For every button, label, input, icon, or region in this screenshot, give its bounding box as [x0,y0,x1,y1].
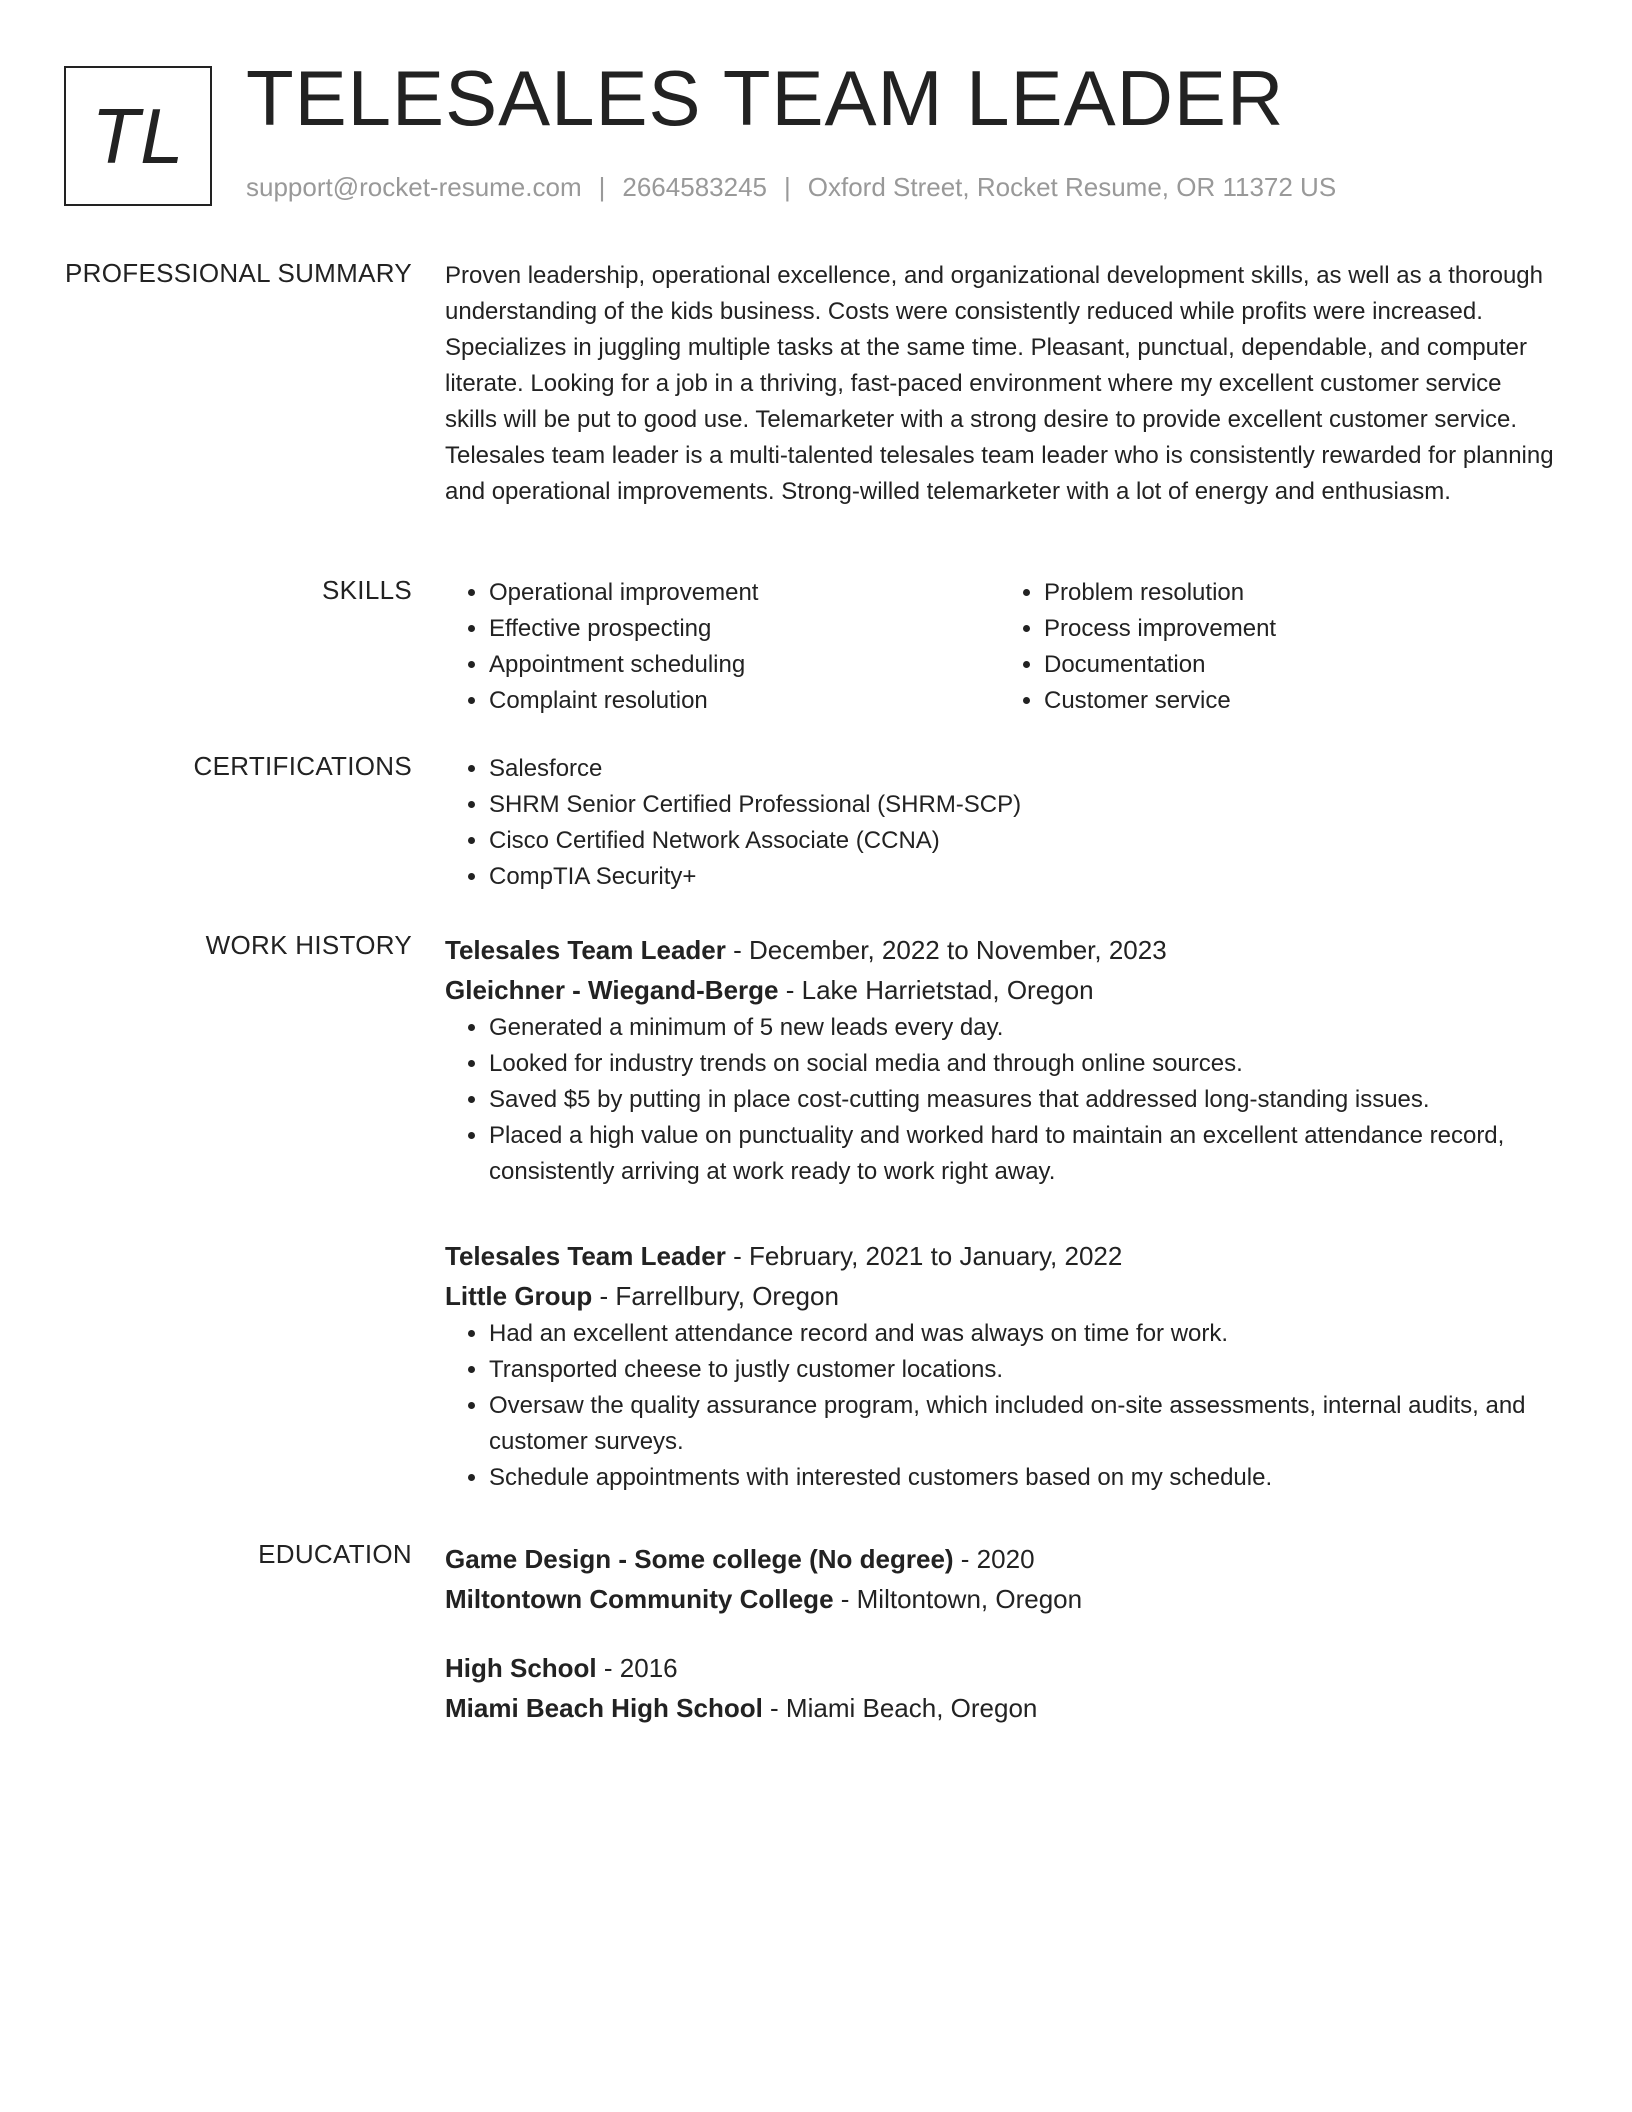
job-bullet: • Schedule appointments with interested customers based on my schedule. [489,1460,1555,1496]
job-bullets [445,1010,1555,1190]
certification-item: • Cisco Certified Network Associate (CCNA) [489,823,1555,859]
job-title-line [445,930,1555,970]
job-bullet: • Transported cheese to justly customer locations. [489,1352,1555,1388]
skills-list-left [445,575,1000,719]
education-degree-line [445,1539,1555,1579]
skill-item: • Appointment scheduling [489,647,1000,683]
job-title: Telesales Team Leader [445,935,726,965]
job-bullet: • Placed a high value on punctuality and worked hard to maintain an excellent attendance record, consistently arriving at work ready to work right away. [489,1118,1555,1190]
education-entry [445,1648,1555,1728]
job-bullet: • Looked for industry trends on social media and through online sources. [489,1046,1555,1082]
section-label-summary: PROFESSIONAL SUMMARY [65,258,412,288]
section-label-skills: SKILLS [322,575,412,605]
skills-columns [445,575,1555,719]
education-school-line [445,1579,1555,1619]
education-degree: High School [445,1653,597,1683]
job-company: Gleichner - Wiegand-Berge [445,975,779,1005]
education-school-line [445,1688,1555,1728]
monogram-text: TL [91,91,185,180]
job-title-line [445,1236,1555,1276]
contact-address: Oxford Street, Rocket Resume, OR 11372 US [807,172,1337,202]
education-location: - Miltontown, Oregon [833,1584,1083,1614]
job-bullets [445,1316,1555,1496]
education-degree-line [445,1648,1555,1688]
resume-title: TELESALES TEAM LEADER [246,54,1285,142]
job-bullet: • Oversaw the quality assurance program, which included on-site assessments, internal audits, and customer surveys. [489,1388,1555,1460]
job-company-line [445,970,1555,1010]
section-label-certifications: CERTIFICATIONS [193,751,412,781]
job-location: - Lake Harrietstad, Oregon [778,975,1094,1005]
monogram-badge [64,66,212,206]
skill-item: • Effective prospecting [489,611,1000,647]
education-degree: Game Design - Some college (No degree) [445,1544,954,1574]
certification-item: • Salesforce [489,751,1555,787]
contact-phone[interactable]: 2664583245 [622,172,767,202]
job-bullet: • Had an excellent attendance record and was always on time for work. [489,1316,1555,1352]
job-bullet: • Generated a minimum of 5 new leads every day. [489,1010,1555,1046]
section-label-work-history: WORK HISTORY [205,930,412,960]
summary-text: Proven leadership, operational excellence, and organizational development skills, as well as a thorough understanding of the kids business. Costs were consistently reduced while profits were increased. Specializes in juggling multiple tasks at the same time. Pleasant, punctual, dependable, and computer literate. Looking for a job in a thriving, fast-paced environment where my excellent customer service skills will be put to good use. Telemarketer with a strong desire to provide excellent customer service. Telesales team leader is a multi-talented telesales team leader who is consistently rewarded for planning and operational improvements. Strong-willed telemarketer with a lot of energy and enthusiasm. [445,262,1554,505]
contact-email[interactable]: support@rocket-resume.com [246,172,582,202]
education-school: Miltontown Community College [445,1584,834,1614]
skill-item: • Process improvement [1044,611,1555,647]
contact-line [246,172,1336,203]
skill-item: • Customer service [1044,683,1555,719]
section-label-education: EDUCATION [258,1539,412,1569]
job-company-line [445,1276,1555,1316]
education-year: - 2020 [953,1544,1035,1574]
certifications-list [445,751,1555,895]
certification-item: • CompTIA Security+ [489,859,1555,895]
job-company: Little Group [445,1281,593,1311]
contact-separator: | [598,172,606,202]
job-entry [445,930,1555,1190]
job-bullet: • Saved $5 by putting in place cost-cutting measures that addressed long-standing issues. [489,1082,1555,1118]
education-year: - 2016 [596,1653,678,1683]
job-title: Telesales Team Leader [445,1241,726,1271]
skill-item: • Problem resolution [1044,575,1555,611]
job-entry [445,1236,1555,1496]
certification-item: • SHRM Senior Certified Professional (SHRM-SCP) [489,787,1555,823]
skill-item: • Documentation [1044,647,1555,683]
job-location: - Farrellbury, Oregon [592,1281,839,1311]
education-location: - Miami Beach, Oregon [762,1693,1038,1723]
job-dates: - December, 2022 to November, 2023 [725,935,1167,965]
skill-item: • Complaint resolution [489,683,1000,719]
job-dates: - February, 2021 to January, 2022 [725,1241,1123,1271]
skill-item: • Operational improvement [489,575,1000,611]
education-school: Miami Beach High School [445,1693,763,1723]
contact-separator: | [784,172,791,202]
education-entry [445,1539,1555,1619]
skills-list-right [1000,575,1555,719]
